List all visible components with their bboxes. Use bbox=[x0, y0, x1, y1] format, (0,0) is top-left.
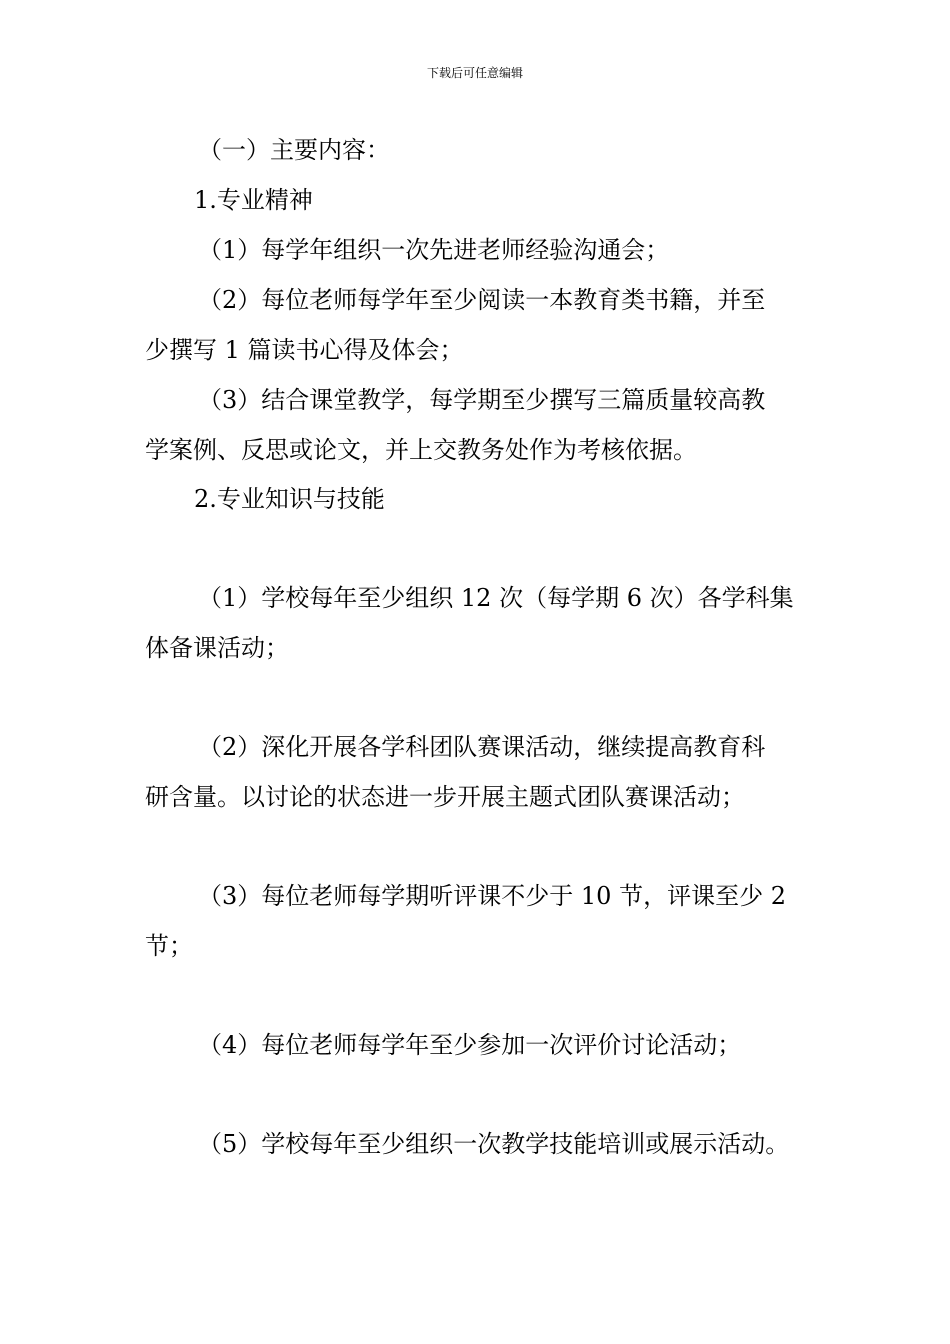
paragraph-line: （1）学校每年至少组织 12 次（每学期 6 次）各学科集 bbox=[198, 584, 794, 612]
paragraph-line: （2）每位老师每学年至少阅读一本教育类书籍，并至 bbox=[198, 286, 766, 314]
paragraph-line: 学案例、反思或论文，并上交教务处作为考核依据。 bbox=[145, 436, 697, 464]
paragraph-line: （4）每位老师每学年至少参加一次评价讨论活动； bbox=[198, 1031, 742, 1059]
paragraph-line: 体备课活动； bbox=[145, 634, 289, 662]
paragraph-line: （2）深化开展各学科团队赛课活动，继续提高教育科 bbox=[198, 733, 766, 761]
paragraph-line: 少撰写 1 篇读书心得及体会； bbox=[145, 336, 464, 364]
section-heading: （一）主要内容： bbox=[198, 136, 390, 164]
paragraph-line: （3）结合课堂教学，每学期至少撰写三篇质量较高教 bbox=[198, 386, 766, 414]
page-header: 下载后可任意编辑 bbox=[426, 66, 523, 80]
subsection-heading: 2.专业知识与技能 bbox=[194, 485, 385, 513]
paragraph-line: 节； bbox=[145, 932, 193, 960]
paragraph-line: （3）每位老师每学期听评课不少于 10 节，评课至少 2 bbox=[198, 882, 786, 910]
paragraph-line: （1）每学年组织一次先进老师经验沟通会； bbox=[198, 236, 670, 264]
paragraph-line: （5）学校每年至少组织一次教学技能培训或展示活动。 bbox=[198, 1130, 790, 1158]
subsection-heading: 1.专业精神 bbox=[194, 186, 313, 214]
paragraph-line: 研含量。以讨论的状态进一步开展主题式团队赛课活动； bbox=[145, 783, 745, 811]
